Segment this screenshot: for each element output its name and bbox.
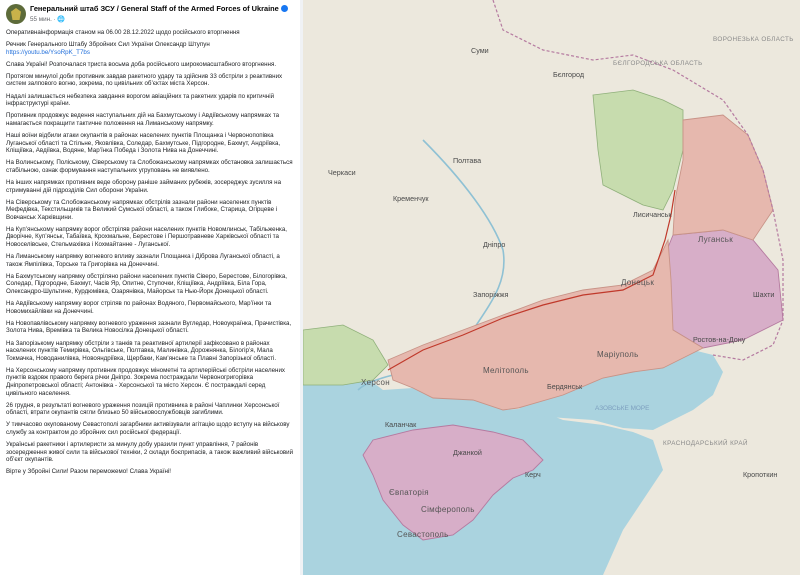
post-paragraph (6, 112, 294, 127)
post-paragraph (6, 421, 294, 436)
post-paragraph-text: Вірте у Збройні Сили! Разом переможемо! Слава Україні! (6, 468, 171, 476)
post-paragraph (6, 273, 294, 296)
post-paragraph (6, 159, 294, 174)
post-paragraph (6, 93, 294, 108)
post-paragraph (6, 441, 294, 464)
city-label-cherkasy: Черкаси (328, 168, 356, 177)
city-label-kropotkin: Кропоткин (743, 470, 778, 479)
facebook-post (0, 0, 300, 575)
city-label-kalanchak: Каланчак (385, 420, 417, 429)
city-label-dzhankoi: Джанкой (453, 448, 482, 457)
post-paragraph (6, 73, 294, 88)
city-label-bilhorod: Бєлгород (553, 70, 585, 79)
city-label-mariupol: Маріуполь (597, 350, 639, 359)
post-paragraph (6, 132, 294, 155)
post-paragraph (6, 61, 294, 69)
page-avatar[interactable] (6, 4, 26, 24)
post-paragraph-text: Протягом минулої доби противник завдав ракетного удару та здійснив 33 обстріли з реактивних систем залпового вогню, зокрема, по цивільних об’єктах міста Херсон. (6, 72, 283, 88)
city-label-luhansk: Луганськ (698, 235, 734, 244)
post-paragraph-text: Оперативнаінформація станом на 06.00 28.12.2022 щодо російського вторгнення (6, 29, 240, 36)
city-label-berdiansk: Бердянськ (547, 382, 583, 391)
city-label-sevastopol: Севастополь (397, 530, 449, 539)
post-paragraph (6, 199, 294, 222)
post-paragraph-text: 26 грудня, в результаті вогневого ураження позицій противника в районі Чаплинки Херсонської області, втрати окупантів сягли близько 50 військовослужбовців загиблими. (6, 401, 280, 417)
post-paragraph-text: Слава Україні! Розпочалася триста восьма доба російського широкомасштабного вторгнення. (6, 60, 277, 68)
post-paragraph-text: Надалі залишається небезпека завдання ворогом авіаційних та ракетних ударів по критичній інфраструктурі країни. (6, 92, 275, 108)
liberated-kherson (303, 325, 388, 385)
post-paragraph (6, 253, 294, 268)
post-paragraph (6, 468, 294, 476)
region-label-krasnodar: КРАСНОДАРСЬКИЙ КРАЙ (663, 440, 748, 447)
post-paragraph-text: Українські ракетники і артилеристи за минулу добу уразили пункт управління, 7 районів зосередження живої сили та військової техніки, 2 склади боєприпасів, а також важливий військовий об’єкт окупантів. (6, 441, 294, 464)
city-label-melitopol: Мелітополь (483, 366, 529, 375)
post-timestamp[interactable]: 55 мин. · 🌐 (30, 16, 66, 23)
post-paragraph-text: На Запорізькому напрямку обстріли з танків та реактивної артилерії зафіксовано в районах населених пунктів Темирівка, Ольгівське, Полтавка, Малинівка, Дорожнянка, Білогір’я, Мала Токмачка, Новоданилівка, Новояндріївка, Щербаки, Кам’янське та Плавні Запорізької області. (6, 339, 277, 362)
city-label-rostov: Ростов-на-Дону (693, 335, 746, 344)
post-paragraph-text: На Бахмутському напрямку обстріляно райони населених пунктів Сіверо, Берестове, Білогорівка, Соледар, Підгородне, Бахмут, Часів Яр, Опитне, Ступочки, Кліщіївка, Андріївка, Біла Гора, Олександро-Шультине, Курдюмівка, Озарянівка, Майорськ та Нью-Йорк Донецької області. (6, 272, 288, 296)
city-label-zaporizhzhia: Запоріжжя (473, 290, 509, 299)
page-name-link[interactable] (30, 4, 288, 13)
post-paragraph (6, 226, 294, 249)
post-paragraph-text: На інших напрямках противник веде оборону раніше займаних рубежів, зосереджує зусилля на стримуванні дій підрозділів Сил оборони України. (6, 178, 282, 194)
city-label-simferopol: Сімферополь (421, 505, 475, 514)
occupied-north-luhansk (673, 115, 773, 240)
city-label-lysychansk: Лисичанськ (633, 210, 672, 219)
post-paragraph (6, 402, 294, 417)
situation-map (303, 0, 800, 575)
city-label-kherson: Херсон (361, 378, 390, 387)
sea-label-azov: АЗОВСЬКЕ МОРЕ (595, 405, 650, 412)
post-paragraph-text: На Новопавлівському напрямку вогневого ураження зазнали Вугледар, Новоукраїнка, Прачистівка, Золота Нива, Времівка та Велика Новосілка Донецької області. (6, 319, 292, 335)
city-label-sumy: Суми (471, 46, 489, 55)
city-label-kremenchuk: Кременчук (393, 194, 429, 203)
city-label-kerch: Керч (525, 470, 541, 479)
city-label-yevpatoria: Євпаторія (389, 488, 429, 497)
post-paragraph (6, 340, 294, 363)
post-paragraph (6, 179, 294, 194)
post-paragraph-text: На Авдіївському напрямку ворог стріляв по районах Водяного, Первомайського, Мар’їнки та Новомихайлівки на Донеччині. (6, 300, 272, 315)
liberated-kharkiv (593, 90, 683, 210)
post-paragraph-text: На Херсонському напрямку противник продовжує мінометні та артилерійські обстріли населених пунктів вздовж правого берега річки Дніпро. Зокрема постраждали Червоногригорівка Дніпропетровської області; Антонівка - Херсонської та місто Херсон. Є постраждалі серед цивільного населення. (6, 366, 285, 397)
city-label-shakhty: Шахти (753, 290, 775, 299)
city-label-poltava: Полтава (453, 156, 482, 165)
post-paragraph (6, 320, 294, 335)
post-header (0, 0, 300, 28)
post-paragraph-text: На Сіверському та Слобожанському напрямках обстрілів зазнали райони населених пунктів Мефедівка, Текстильщиків та Великий Сумської області, а також Глибоке, Старица, Огірцеве і Вовчанськ Харківщини. (6, 198, 278, 221)
city-label-donetsk: Донецьк (621, 278, 655, 287)
post-paragraph-text: Противник продовжує ведення наступальних дій на Бахмутському і Авдіївському напрямках та намагається покращити тактичне положення на Лиманському напрямку. (6, 112, 280, 127)
region-label-bilhorod: БЄЛГОРОДСЬКА ОБЛАСТЬ (613, 60, 703, 67)
city-label-dnipro: Дніпро (483, 240, 506, 249)
youtube-link[interactable]: https://youtu.be/YsoRpK_T7bs (6, 48, 90, 56)
page-name[interactable]: Генеральний штаб ЗСУ / General Staff of the Armed Forces of Ukraine (30, 4, 279, 13)
post-paragraph-text: Речник Генерального Штабу Збройних Сил України Олександр Штупун (6, 41, 210, 49)
post-paragraph (6, 41, 294, 56)
post-body (6, 29, 294, 480)
post-paragraph-text: На Волинському, Поліському, Сіверському та Слобожанському напрямках обстановка залишається стабільною, ознак формування наступальних угруповань не виявлено. (6, 159, 293, 174)
map-canvas (303, 0, 800, 575)
post-paragraph (6, 300, 294, 315)
verified-badge-icon (281, 5, 288, 12)
post-paragraph-text: На Куп’янському напрямку ворог обстріляв райони населених пунктів Новомлинськ, Табільженка, Дворічне, Куп’янськ, Табаївка, Крохмальне, Берестове і Першотравневе Харківської області та Новоселівське, Стельмахівка і Кохмайтанне - Луганської. (6, 225, 288, 249)
occupied-luhansk-donetsk-2014 (658, 230, 783, 348)
region-label-voronezh: ВОРОНЕЗЬКА ОБЛАСТЬ (713, 36, 794, 43)
post-paragraph (6, 367, 294, 397)
post-paragraph-text: Наші воїни відбили атаки окупантів в районах населених пунктів Площанка і Червонопопівка Луганської області та Стільне, Яковлівка, Соледар, Бахмутське, Підгородне, Бахмут, Андріївка, Кліщіївка, Авдіївка, Водяне, Мар’їнка Победа і Золота Нива на Донеччині. (6, 131, 281, 155)
post-paragraph (6, 29, 294, 37)
post-paragraph-text: У тимчасово окупованому Севастополі загарбники активізували агітацію щодо вступу на військову службу за контрактом до збройних сил російської федерації. (6, 421, 290, 436)
post-paragraph-text: На Лиманському напрямку вогневого впливу зазнали Площанка і Діброва Луганської області, а також Ямпілівка, Торське та Григорівка на Донеччині. (6, 253, 280, 268)
